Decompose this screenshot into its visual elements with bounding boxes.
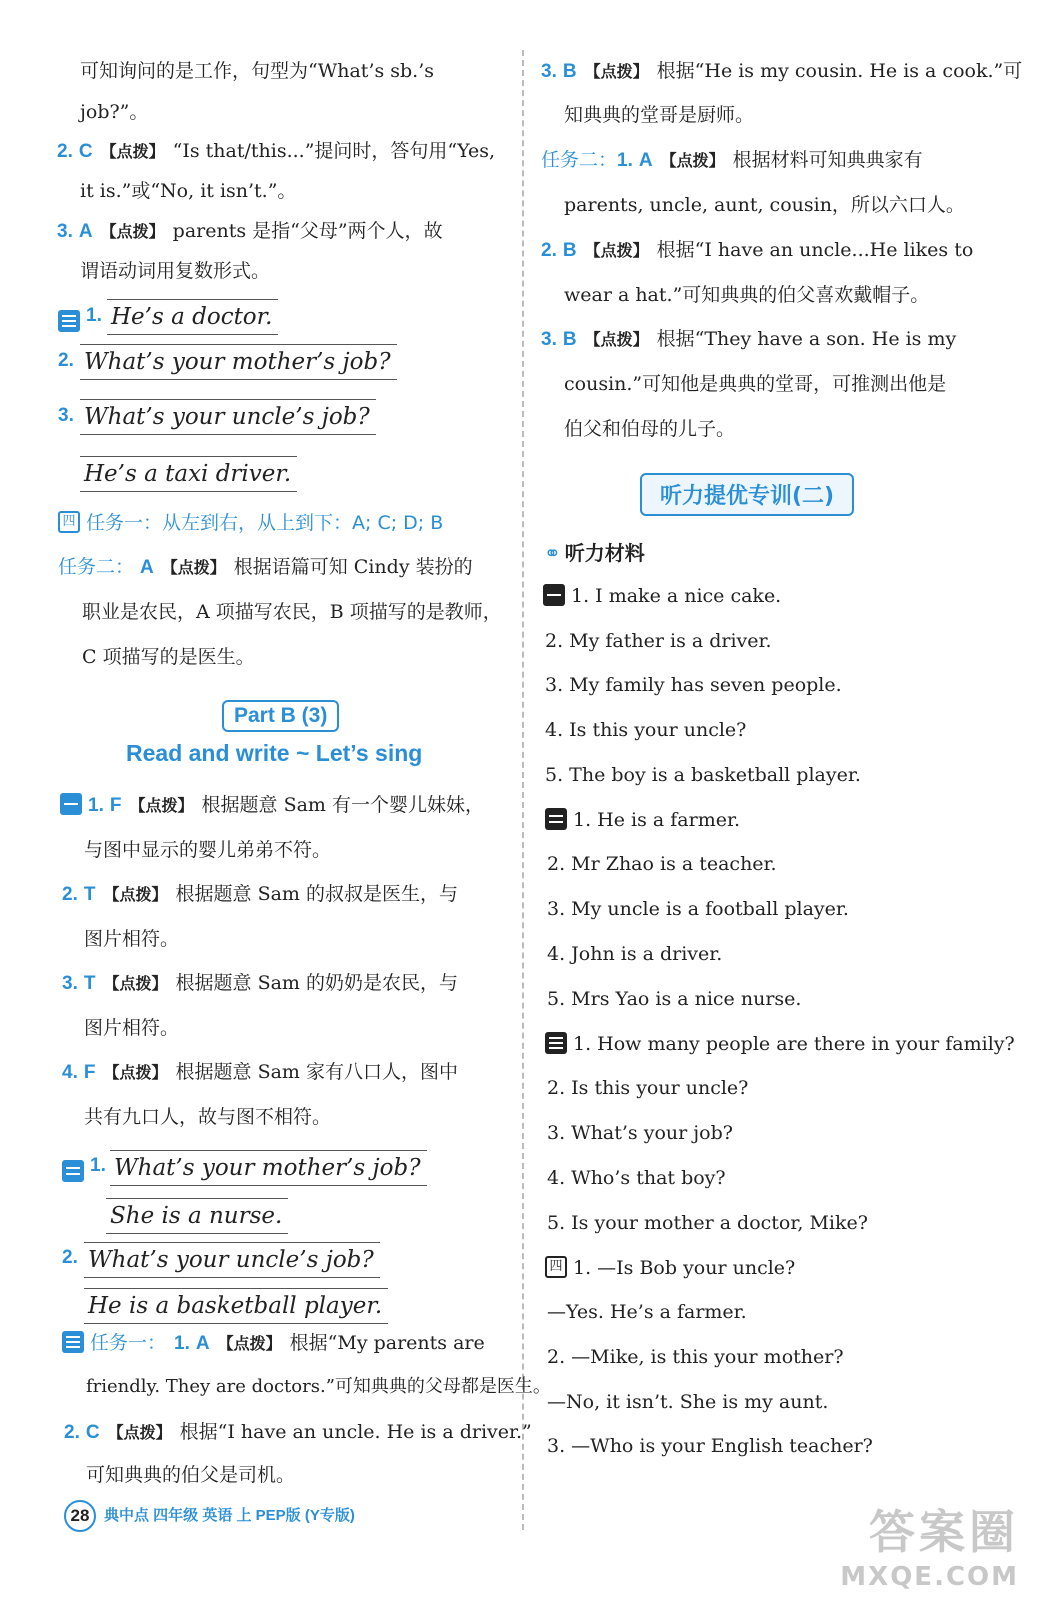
- material-line: 2. Is this your uncle?: [547, 1077, 749, 1099]
- handwritten-answer: He is a basketball player.: [84, 1288, 388, 1324]
- text-line: 图片相符。: [84, 928, 180, 950]
- text-line: friendly. They are doctors.”可知典典的父母都是医生。: [86, 1376, 551, 1397]
- answer-item: 2. B 【点拨】 根据“I have an uncle...He likes to: [541, 239, 974, 261]
- material-line: 5. Is your mother a doctor, Mike?: [547, 1212, 868, 1234]
- material-line: 5. The boy is a basketball player.: [545, 764, 861, 786]
- section-one-icon: [543, 584, 565, 606]
- part-subtitle: Read and write ~ Let’s sing: [126, 740, 423, 766]
- answer-item: 2. T 【点拨】 根据题意 Sam 的叔叔是医生，与: [62, 883, 458, 905]
- task-line: 任务一： 1. A 【点拨】 根据“My parents are: [62, 1329, 485, 1358]
- handwritten-answer: What’s your mother’s job?: [110, 1150, 427, 1186]
- material-line: 2. My father is a driver.: [545, 630, 772, 652]
- handwritten-answer: He’s a doctor.: [107, 299, 278, 335]
- task-line: 任务二： A 【点拨】 根据语篇可知 Cindy 装扮的: [58, 556, 473, 578]
- material-line: 5. Mrs Yao is a nice nurse.: [547, 988, 802, 1010]
- material-line: 4. Who’s that boy?: [547, 1167, 726, 1189]
- listening-materials-heading: ⚭ 听力材料: [544, 541, 645, 565]
- text-line: 伯父和伯母的儿子。: [564, 418, 736, 440]
- answer-item: 1. F 【点拨】 根据题意 Sam 有一个婴儿妹妹，: [60, 791, 484, 820]
- page-footer: [64, 1500, 355, 1532]
- material-line: 4. John is a driver.: [547, 943, 723, 965]
- text-line: 职业是农民，A 项描写农民，B 项描写的是教师，: [82, 601, 502, 623]
- material-line: 1. How many people are there in your family?: [545, 1030, 1015, 1058]
- answer-item: 3. B 【点拨】 根据“He is my cousin. He is a cook.”可: [541, 60, 1023, 82]
- text-line: 与图中显示的婴儿弟弟不符。: [84, 839, 332, 861]
- material-line: 2. —Mike, is this your mother?: [547, 1346, 844, 1368]
- text-line: cousin.”可知他是典典的堂哥，可推测出他是: [564, 373, 947, 395]
- section-one-icon: [60, 793, 82, 815]
- text-line: it is.”或“No, it isn’t.”。: [80, 180, 297, 202]
- headphones-icon: ⚭: [544, 541, 561, 565]
- handwritten-answer: What’s your uncle’s job?: [84, 1242, 380, 1278]
- task-line: 四 任务一：从左到右，从上到下：A; C; D; B: [58, 509, 443, 537]
- page-number: 28: [64, 1500, 96, 1532]
- material-line: 3. —Who is your English teacher?: [547, 1435, 873, 1457]
- text-line: 谓语动词用复数形式。: [80, 260, 271, 282]
- text-line: parents, uncle, aunt, cousin，所以六口人。: [564, 194, 965, 216]
- material-line: 3. What’s your job?: [547, 1122, 733, 1144]
- section-four-icon: 四: [58, 511, 80, 533]
- text-line: 图片相符。: [84, 1017, 180, 1039]
- item-number: 2.: [62, 1247, 78, 1268]
- section-four-icon: 四: [545, 1256, 567, 1278]
- material-line: 3. My uncle is a football player.: [547, 898, 849, 920]
- handwritten-answer: What’s your mother’s job?: [80, 344, 397, 380]
- section-three-icon: [62, 1331, 84, 1353]
- material-line: —No, it isn’t. She is my aunt.: [547, 1391, 829, 1413]
- handwritten-answer: What’s your uncle’s job?: [80, 399, 376, 435]
- section-two-icon: [545, 808, 567, 830]
- text-line: 共有九口人，故与图不相符。: [84, 1106, 332, 1128]
- item-number: 1.: [90, 1155, 106, 1176]
- material-line: 四 1. —Is Bob your uncle?: [545, 1254, 795, 1282]
- answer-item: 4. F 【点拨】 根据题意 Sam 家有八口人，图中: [62, 1061, 458, 1083]
- watermark-logo: 答案圈 MXQE.COM: [840, 1505, 1019, 1592]
- section-three-icon: [545, 1032, 567, 1054]
- item-number: 1.: [86, 305, 102, 326]
- text-line: 可知询问的是工作，句型为“What’s sb.’s: [80, 60, 435, 82]
- material-line: 4. Is this your uncle?: [545, 719, 747, 741]
- answer-item: 3. T 【点拨】 根据题意 Sam 的奶奶是农民，与: [62, 972, 458, 994]
- text-line: wear a hat.”可知典典的伯父喜欢戴帽子。: [564, 284, 930, 306]
- text-line: 知典典的堂哥是厨师。: [564, 104, 755, 126]
- special-training-title: 听力提优专训(二): [640, 473, 854, 516]
- item-number: 2.: [58, 350, 74, 371]
- material-line: —Yes. He’s a farmer.: [547, 1301, 747, 1323]
- handwritten-answer: He’s a taxi driver.: [80, 456, 297, 492]
- answer-item: 3. A 【点拨】 parents 是指“父母”两个人，故: [57, 220, 443, 242]
- text-line: 可知典典的伯父是司机。: [86, 1464, 296, 1486]
- material-line: 3. My family has seven people.: [545, 674, 842, 696]
- section-two-icon: [62, 1160, 84, 1182]
- task-line: 任务二：1. A 【点拨】 根据材料可知典典家有: [541, 149, 923, 171]
- answer-item: 2. C 【点拨】 根据“I have an uncle. He is a driver.”: [64, 1421, 532, 1443]
- column-divider: [522, 50, 524, 1530]
- material-line: 1. I make a nice cake.: [543, 582, 781, 610]
- handwritten-answer: She is a nurse.: [106, 1198, 288, 1234]
- text-line: C 项描写的是医生。: [82, 646, 255, 668]
- part-title: Part B (3): [222, 700, 339, 732]
- answer-item: 3. B 【点拨】 根据“They have a son. He is my: [541, 328, 957, 350]
- section-three-icon: [58, 310, 80, 332]
- text-line: job?”。: [80, 101, 149, 123]
- material-line: 2. Mr Zhao is a teacher.: [547, 853, 777, 875]
- book-title: 典中点 四年级 英语 上 PEP版 (Y专版): [104, 1506, 355, 1524]
- item-number: 3.: [58, 405, 74, 426]
- material-line: 1. He is a farmer.: [545, 806, 740, 834]
- answer-item: 2. C 【点拨】 “Is that/this...”提问时，答句用“Yes,: [57, 140, 496, 162]
